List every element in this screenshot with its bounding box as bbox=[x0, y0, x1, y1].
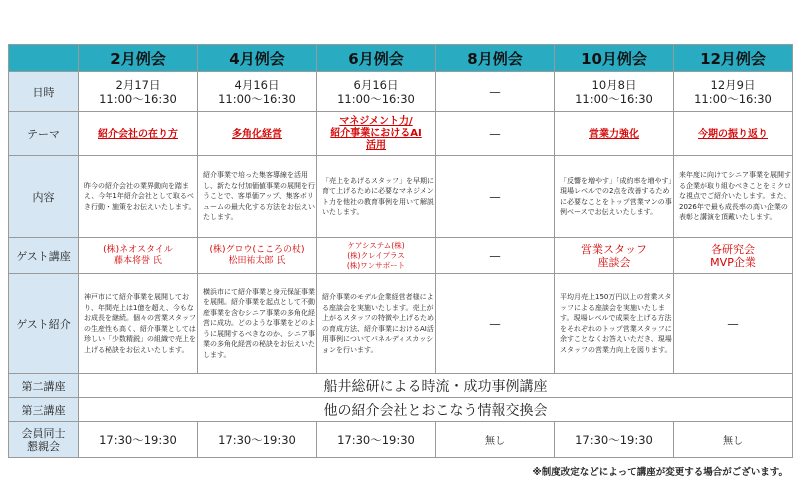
networking-row bbox=[9, 422, 793, 458]
guest-intro-text: 紹介事業のモデル企業経営者様による座談会を実施いたします。売上が上がるスタッフの特徴や上げるための育成方法、紹介事業におけるAI活用事例についてパネルディスカッションを行います。 bbox=[322, 293, 434, 354]
guest-text: (株)ネオスタイル 藤本将誉 氏 bbox=[103, 244, 173, 266]
datetime-row bbox=[9, 72, 793, 112]
content-cell bbox=[79, 156, 198, 238]
content-cell bbox=[674, 156, 793, 238]
theme-cell bbox=[674, 112, 793, 156]
month-header-apr: 4月例会 bbox=[198, 45, 317, 72]
theme-cell bbox=[436, 112, 555, 156]
date-text: 2月17日 bbox=[115, 77, 161, 92]
row-label-networking: 会員同士 懇親会 bbox=[9, 422, 79, 458]
guest-cell bbox=[198, 238, 317, 274]
networking-cell: 17:30〜19:30 bbox=[198, 422, 317, 458]
theme-text: — bbox=[489, 126, 501, 141]
month-header-feb: 2月例会 bbox=[79, 45, 198, 72]
guest-intro-text: 神戸市にて紹介事業を展開しており、年間売上は1億を超え、今もなお成長を継続。個々の営業スタッフの生産性も高く、紹介事業としては珍しい「少数精鋭」の組織で売上を上げる秘訣をお伝えいたします。 bbox=[84, 293, 196, 354]
theme-text: マネジメント力/ 紹介事業におけるAI 活用 bbox=[330, 115, 422, 151]
guest-intro-text: — bbox=[489, 316, 501, 331]
theme-cell bbox=[317, 112, 436, 156]
row-label-third: 第三講座 bbox=[9, 398, 79, 422]
theme-text: 紹介会社の在り方 bbox=[98, 129, 178, 140]
month-header-row bbox=[9, 45, 793, 72]
datetime-cell bbox=[674, 72, 793, 112]
content-cell bbox=[317, 156, 436, 238]
theme-text: 多角化経営 bbox=[232, 129, 282, 140]
row-label-datetime: 日時 bbox=[9, 72, 79, 112]
content-text: 昨今の紹介会社の業界動向を踏まえ、今年1年紹介会社として取るべき行動・施策をお伝えいたします。 bbox=[84, 181, 196, 211]
row-label-guest: ゲスト講座 bbox=[9, 238, 79, 274]
datetime-cell bbox=[79, 72, 198, 112]
date-text: 10月8日 bbox=[591, 77, 637, 92]
guest-intro-row bbox=[9, 274, 793, 374]
guest-intro-cell bbox=[555, 274, 674, 374]
month-header-dec: 12月例会 bbox=[674, 45, 793, 72]
content-text: 紹介事業で培った集客導線を活用し、新たな付加価値事業の展開を行うことで、客単価アップ、集客ボリュームの最大化する方法をお伝えいたします。 bbox=[203, 171, 315, 222]
header-corner bbox=[9, 45, 79, 72]
datetime-cell bbox=[555, 72, 674, 112]
content-text: 来年度に向けてシニア事業を展開する企業が取り組むべきことをミクロな視点でご紹介いたします。また、2026年で最も成長率の高い企業の表彰と講演を頂戴いたします。 bbox=[679, 171, 791, 222]
guest-text: — bbox=[489, 248, 501, 263]
guest-intro-cell bbox=[198, 274, 317, 374]
networking-cell: 17:30〜19:30 bbox=[317, 422, 436, 458]
time-text: 11:00〜16:30 bbox=[694, 91, 772, 106]
datetime-cell bbox=[198, 72, 317, 112]
content-cell bbox=[198, 156, 317, 238]
theme-cell bbox=[79, 112, 198, 156]
second-lecture-cell: 船井総研による時流・成功事例講座 bbox=[79, 374, 793, 398]
guest-intro-text: 平均月売上150万円以上の営業スタッフによる座談会を実施いたします。現場レベルで成果を上げる方法をそれぞれのトップ営業スタッフに余すことなくお答えいただき、現場スタッフの営業力向上を図ります。 bbox=[560, 293, 672, 354]
content-text: 「反響を増やす」「成約率を増やす」現場レベルでの2点を改善するために必要なことをトップ営業マンの事例ベースでお伝えいたします。 bbox=[560, 176, 672, 216]
datetime-cell bbox=[317, 72, 436, 112]
third-lecture-cell: 他の紹介会社とおこなう情報交換会 bbox=[79, 398, 793, 422]
time-text: 11:00〜16:30 bbox=[337, 91, 415, 106]
time-text: 11:00〜16:30 bbox=[218, 91, 296, 106]
content-cell bbox=[436, 156, 555, 238]
time-text: 11:00〜16:30 bbox=[99, 91, 177, 106]
guest-row bbox=[9, 238, 793, 274]
theme-cell bbox=[198, 112, 317, 156]
content-text: — bbox=[489, 189, 501, 204]
guest-intro-cell bbox=[436, 274, 555, 374]
content-cell bbox=[555, 156, 674, 238]
guest-text: 営業スタッフ 座談会 bbox=[581, 242, 647, 269]
footnote: ※制度改定などによって講座が変更する場合がございます。 bbox=[532, 467, 788, 478]
datetime-cell bbox=[436, 72, 555, 112]
row-label-second: 第二講座 bbox=[9, 374, 79, 398]
networking-cell: 無し bbox=[674, 422, 793, 458]
date-text: 12月9日 bbox=[710, 77, 756, 92]
month-header-jun: 6月例会 bbox=[317, 45, 436, 72]
schedule-table bbox=[8, 44, 793, 458]
row-label-content: 内容 bbox=[9, 156, 79, 238]
second-lecture-row bbox=[9, 374, 793, 398]
guest-text: 各研究会 MVP企業 bbox=[710, 242, 756, 269]
networking-cell: 17:30〜19:30 bbox=[79, 422, 198, 458]
guest-cell bbox=[555, 238, 674, 274]
time-text: 11:00〜16:30 bbox=[575, 91, 653, 106]
networking-cell: 17:30〜19:30 bbox=[555, 422, 674, 458]
guest-intro-text: — bbox=[727, 316, 739, 331]
theme-cell bbox=[555, 112, 674, 156]
networking-cell: 無し bbox=[436, 422, 555, 458]
third-lecture-row bbox=[9, 398, 793, 422]
guest-intro-cell bbox=[674, 274, 793, 374]
guest-intro-text: 横浜市にて紹介事業と身元保証事業を展開。紹介事業を起点として不動産事業を含むシニア事業の多角化経営に成功。どのような事業をどのように展開するべきなのか、シニア事業の多角化経営の秘訣をお伝えいたします。 bbox=[203, 287, 315, 359]
guest-intro-cell bbox=[79, 274, 198, 374]
theme-row bbox=[9, 112, 793, 156]
month-header-aug: 8月例会 bbox=[436, 45, 555, 72]
guest-intro-cell bbox=[317, 274, 436, 374]
date-text: 4月16日 bbox=[234, 77, 280, 92]
guest-cell bbox=[79, 238, 198, 274]
month-header-oct: 10月例会 bbox=[555, 45, 674, 72]
guest-text: (株)グロウ(こころの杖) 松田祐太郎 氏 bbox=[209, 244, 305, 266]
guest-cell bbox=[317, 238, 436, 274]
time-text: — bbox=[489, 84, 501, 99]
row-label-theme: テーマ bbox=[9, 112, 79, 156]
row-label-guest-intro: ゲスト紹介 bbox=[9, 274, 79, 374]
guest-cell bbox=[436, 238, 555, 274]
guest-text: ケアシステム(株) (株)クレイプラス (株)ワンサポート bbox=[346, 240, 406, 270]
theme-text: 営業力強化 bbox=[589, 129, 639, 140]
date-text: 6月16日 bbox=[353, 77, 399, 92]
theme-text: 今期の振り返り bbox=[698, 129, 768, 140]
content-text: 「売上をあげるスタッフ」を早期に育て上げるために必要なマネジメント力を他社の教育事例を用いて解説いたします。 bbox=[322, 176, 434, 216]
content-row bbox=[9, 156, 793, 238]
guest-cell bbox=[674, 238, 793, 274]
